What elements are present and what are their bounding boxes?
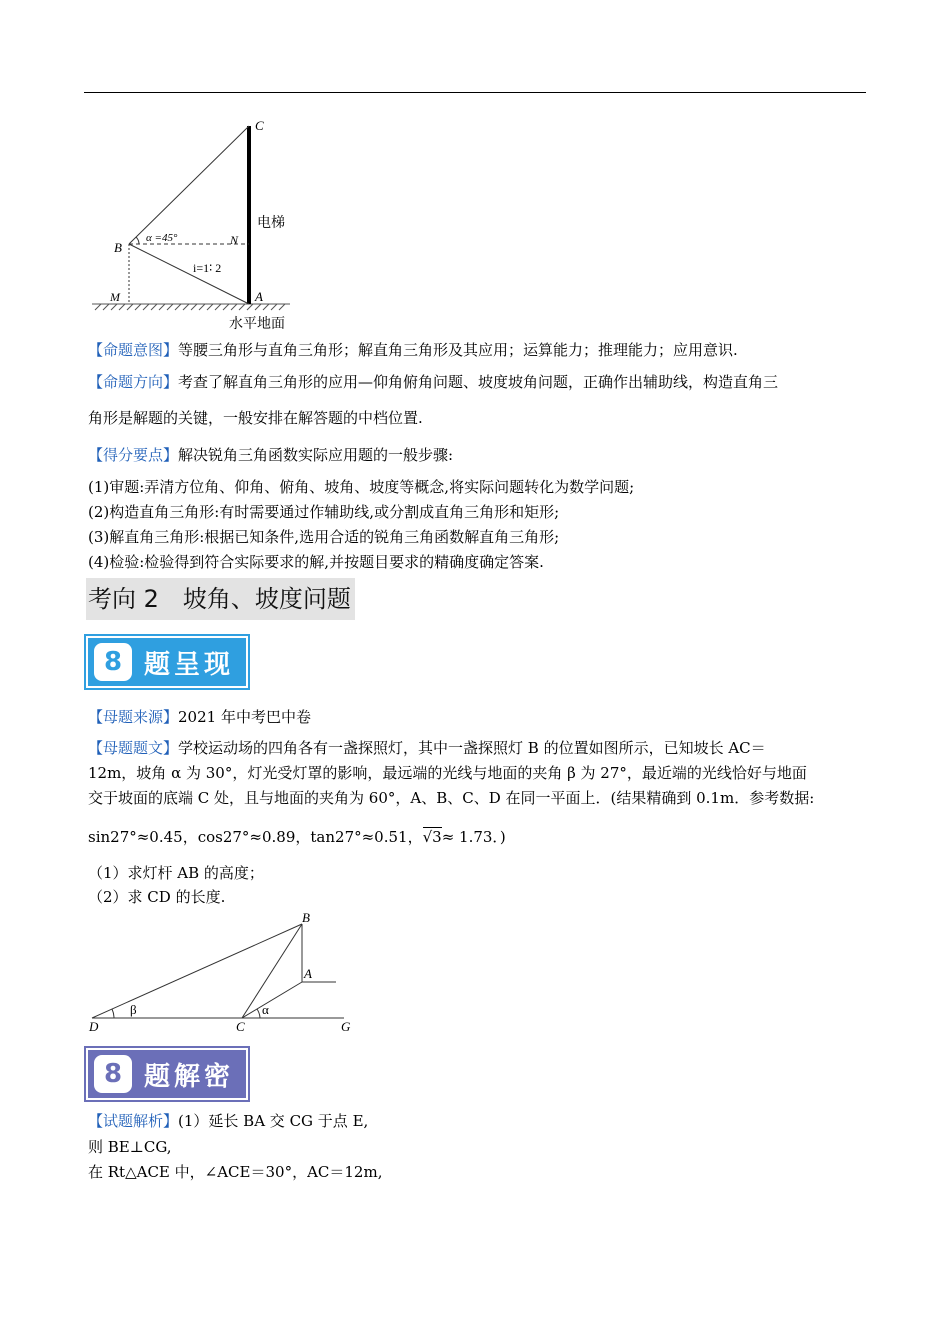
label-A: A [304,966,312,981]
step-3: (3)解直角三角形:根据已知条件,选用合适的锐角三角函数解直角三角形; [88,528,560,546]
badge-text: 题呈现 [143,649,234,680]
ground-hatch [92,304,290,310]
beta-arc [112,1009,114,1018]
problem-text4b: ≈ 1.73．) [441,828,506,846]
label-B: B [114,240,122,255]
label-G: G [341,1019,351,1034]
section-number: 考向 2 [88,585,159,613]
slope-label: i=1∶ 2 [193,261,222,275]
step-4: (4)检验:检验得到符合实际要求的解,并按题目要求的精确度确定答案. [88,553,544,571]
ground-label: 水平地面 [229,316,285,332]
sqrt3: √3 [422,828,442,846]
figure-floodlight-diagram [84,908,364,1034]
intent-line [88,339,738,361]
solution-badge [86,1048,248,1100]
solution-line2: 则 BE⊥CG, [88,1138,172,1156]
direction-line2: 角形是解题的关键，一般安排在解答题的中档位置. [88,409,423,427]
problem-line3: 交于坡面的底端 C 处，且与地面的夹角为 60°，A、B、C、D 在同一平面上．(结果精确到 0.1m．参考数据: [88,789,815,807]
problem-line4 [88,826,506,848]
header-rule [84,92,866,93]
problem-text1: 学校运动场的四角各有一盏探照灯，其中一盏探照灯 B 的位置如图所示，已知坡长 AC＝ [178,739,766,757]
section-heading [86,578,355,620]
points-text: 解决锐角三角函数实际应用题的一般步骤: [178,446,454,464]
badge-icon: 8 [94,1055,132,1093]
slope-CA [242,982,302,1018]
slope-BA [129,244,249,304]
problem-tag: 【母题题文】 [88,739,179,757]
points-tag: 【得分要点】 [88,446,179,464]
badge-text: 题解密 [143,1061,234,1092]
direction-line1 [88,371,778,393]
alpha-label: α [262,1002,269,1017]
solution-line3: 在 Rt△ACE 中，∠ACE＝30°，AC＝12m, [88,1163,383,1181]
ray-DB [92,924,302,1018]
source-tag: 【母题来源】 [88,708,179,726]
question-1: （1）求灯杆 AB 的高度； [88,864,264,882]
elevator-label: 电梯 [257,215,285,231]
solution-tag: 【试题解析】 [88,1112,179,1130]
label-C: C [236,1019,245,1034]
problem-text4a: sin27°≈0.45，cos27°≈0.89，tan27°≈0.51， [88,828,423,846]
direction-tag: 【命题方向】 [88,373,179,391]
section-title: 坡角、坡度问题 [182,585,351,613]
badge-icon: 8 [94,643,132,681]
ray-CB [242,924,302,1018]
solution-line1 [88,1110,368,1132]
problem-line2: 12m，坡角 α 为 30°，灯光受灯罩的影响，最远端的光线与地面的夹角 β 为 27°，最近端的光线恰好与地面 [88,764,807,782]
figure-elevator-diagram [84,112,314,334]
step-1: (1)审题:弄清方位角、仰角、俯角、坡角、坡度等概念,将实际问题转化为数学问题; [88,478,635,496]
question-2: （2）求 CD 的长度. [88,888,226,906]
direction-text1: 考查了解直角三角形的应用—仰角俯角问题、坡度坡角问题，正确作出辅助线，构造直角三 [178,373,779,391]
alpha-label: α =45° [146,232,178,244]
alpha-arc [136,237,139,244]
label-A: A [255,289,263,304]
beta-label: β [130,1002,137,1017]
step-2: (2)构造直角三角形:有时需要通过作辅助线,或分割成直角三角形和矩形; [88,503,560,521]
solution-text1: (1）延长 BA 交 CG 于点 E, [178,1112,369,1130]
label-D: D [89,1019,99,1034]
intent-text: 等腰三角形与直角三角形；解直角三角形及其应用；运算能力；推理能力；应用意识. [178,341,738,359]
label-C: C [255,118,264,133]
problem-line1 [88,737,766,759]
label-N: N [230,233,239,247]
intent-tag: 【命题意图】 [88,341,179,359]
source-line [88,706,311,728]
label-M: M [110,290,120,304]
source-text: 2021 年中考巴中卷 [178,708,311,726]
label-B: B [302,910,310,925]
sightline-BC [129,126,249,244]
alpha-arc [257,1009,260,1018]
points-line [88,444,453,466]
problem-badge [86,636,248,688]
